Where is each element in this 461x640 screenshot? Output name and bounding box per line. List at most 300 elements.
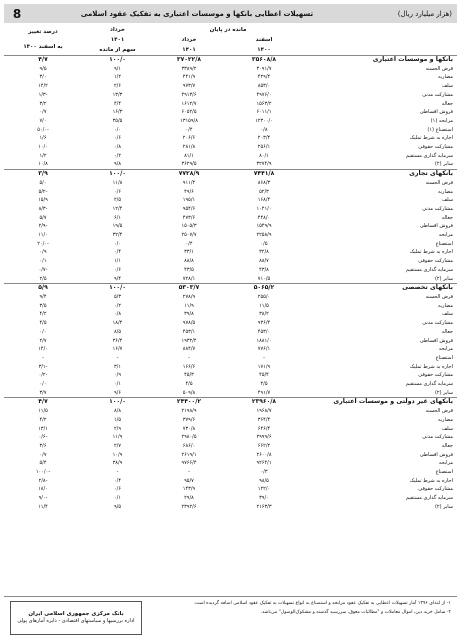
- share-cell: ۰/۰: [113, 126, 122, 133]
- row-label: قرض الحسنه: [425, 65, 454, 72]
- esfand-cell: ۸۶۸/۳: [257, 179, 271, 186]
- esfand-cell: ۱۵۴۹/۹: [256, 223, 272, 230]
- esfand-cell: ۲۶۰۰/۸: [256, 451, 272, 458]
- esfand-cell: ۶۴۶/۴: [257, 425, 271, 432]
- khordad-cell: ۵۳۰۳/۷: [178, 284, 200, 292]
- khordad-cell: ۸۸۴/۷: [182, 346, 196, 353]
- pct-change-cell: ۵/۰: [39, 179, 47, 186]
- footnotes: [151, 599, 451, 617]
- esfand-cell: ۰/۵: [260, 240, 268, 247]
- table-row: [4, 214, 457, 223]
- pct-change-cell: ۲/۵: [39, 275, 47, 282]
- esfand-cell: ۳۹/۰: [259, 495, 269, 502]
- share-cell: ۱۱/۸: [112, 179, 123, 186]
- table-row: [4, 152, 457, 161]
- share-cell: ۰/۲: [113, 152, 122, 159]
- table-row: [4, 416, 457, 425]
- share-cell: ۳۶/۴: [112, 337, 123, 344]
- share-cell: ۰/۶: [113, 266, 122, 273]
- table-row: [4, 345, 457, 354]
- table-row: [4, 468, 457, 477]
- table-row: [4, 160, 457, 169]
- pct-change-cell: ۱۱/۰: [38, 232, 48, 239]
- pct-change-cell: ۱/۲: [39, 152, 47, 159]
- row-label: سلف: [441, 311, 454, 318]
- share-cell: ۱/۱: [113, 258, 122, 265]
- share-cell: ۰/۲: [113, 302, 122, 309]
- row-label: مضاربه: [437, 416, 454, 423]
- row-label: سایر (۲): [434, 389, 454, 396]
- khordad-cell: ۸۱/۱: [184, 152, 194, 159]
- page-header: [4, 4, 457, 23]
- share-cell: ۳۵/۵: [112, 117, 123, 124]
- khordad-cell: ۲۵۰۷/۷: [181, 232, 197, 239]
- row-label: قرض الحسنه: [425, 408, 454, 415]
- table-row: [4, 65, 457, 74]
- esfand-cell: ۳۶۴/۴: [257, 416, 271, 423]
- table-row: [4, 328, 457, 337]
- row-label: مشارکت مدنی: [422, 91, 454, 98]
- share-cell: ۹/۱: [113, 65, 122, 72]
- share-cell: ۱۰۰/۰: [109, 284, 126, 292]
- row-label: استصناع: [435, 240, 454, 247]
- pct-change-cell: ۱۰/۸: [38, 161, 48, 168]
- row-label: مضاربه: [437, 188, 454, 195]
- khordad-cell: ۴۹۱۳/۶: [181, 91, 197, 98]
- table-row: [4, 240, 457, 249]
- pct-change-cell: ۴/۲: [39, 311, 47, 318]
- pct-change-cell: -۰/۶: [38, 434, 48, 441]
- page-title: تسهیلات اعطایی بانکها و موسسات اعتباری به تفکیک عقود اسلامی: [80, 9, 314, 18]
- pct-change-cell: ۴/۲: [39, 416, 47, 423]
- table-row: [4, 302, 457, 311]
- row-label: فروش اقساطی: [419, 223, 454, 230]
- khordad-share-header: خرداد: [110, 27, 125, 33]
- pct-change-cell: ۱۳/۱: [38, 425, 48, 432]
- footnote-1: ۱- از ابتدای ۱۳۹۶ آمار تسهیلات اعطایی به تفکیک عقود مرابحه و استصناع به انواع تسهیلات به تفکیک عقود اسلامی اضافه گردیده است.: [193, 601, 451, 606]
- esfand-cell: ۴۲۹/۴: [257, 74, 271, 81]
- pct-change-cell: ۵/۷: [39, 214, 47, 221]
- share-cell: ۱۰۰/۰: [109, 56, 126, 63]
- khordad-cell: ۱۶۱۲/۷: [181, 100, 197, 107]
- khordad-cell: ۲۱۹۸/۹: [181, 408, 197, 415]
- table-row: [4, 143, 457, 152]
- esfand-cell: ۱۵۶۳/۲: [256, 100, 272, 107]
- pct-change-cell: ۰/۹: [39, 249, 47, 256]
- table-row: [4, 248, 457, 257]
- row-label: جعاله: [441, 214, 454, 221]
- row-label: سلف: [441, 197, 454, 204]
- section-row: [4, 170, 457, 179]
- table-row: [4, 91, 457, 100]
- esfand-cell: ۱۲۳۰۰/۰: [255, 117, 273, 124]
- row-label: سرمایه گذاری مستقیم: [405, 266, 454, 273]
- share-cell: ۱/۵: [113, 416, 122, 423]
- share-cell: ۲/۵: [113, 197, 122, 204]
- table-row: [4, 257, 457, 266]
- share-cell: ۰/۸: [113, 311, 122, 318]
- row-label: فروش اقساطی: [419, 451, 454, 458]
- pct-change-cell: ۷/۰: [39, 117, 47, 124]
- unit-label: (هزار میلیارد ریال): [397, 9, 452, 18]
- pct-change-cell: ۰/۷: [39, 109, 47, 116]
- khordad-cell: ۱۹۵/۱: [182, 197, 196, 204]
- table-row: [4, 100, 457, 109]
- share-cell: ۸/۸: [113, 408, 122, 415]
- pct-change-cell: ۳/۹: [38, 170, 48, 178]
- share-cell: ۱۸/۴: [112, 320, 123, 327]
- khordad-cell: ۷۳۰/۸: [182, 425, 196, 432]
- pct-change-cell: ۹/۵: [39, 65, 47, 72]
- khordad-cell: ۱۹۳۲/۴: [181, 337, 197, 344]
- esfand-cell: ۴۹۱/۷: [257, 389, 271, 396]
- table-row: [4, 494, 457, 503]
- share-cell: ۰/۰: [113, 240, 122, 247]
- table-row: [4, 126, 457, 135]
- esfand-cell: ۸۰/۱: [259, 152, 269, 159]
- esfand-cell: ۹۳۶/۴: [257, 320, 271, 327]
- share-cell: -: [116, 469, 119, 476]
- row-label: مرابحه (۱): [430, 117, 454, 124]
- esfand-cell: ۴۴۸/۰: [257, 214, 271, 221]
- row-label: سلف: [441, 425, 454, 432]
- khordad-cell: ۹۵/۷: [184, 477, 194, 484]
- pct-change-cell: ۳/۷: [39, 389, 47, 396]
- khordad-cell: ۲۸۱/۸: [182, 144, 196, 151]
- loans-table: [4, 25, 457, 512]
- row-label: بانکها و موسسات اعتباری: [372, 56, 454, 63]
- share-cell: ۹/۶: [113, 389, 122, 396]
- esfand-cell: ۶۰۱۱/۱: [256, 109, 272, 116]
- pct-change-cell: ۳/۵: [39, 302, 47, 309]
- khordad-cell: ۴۹/۶: [184, 188, 194, 195]
- year-1400: ۱۴۰۰: [257, 47, 271, 53]
- share-cell: ۲/۶: [113, 83, 122, 90]
- khordad-cell: ۴۴۱/۹: [182, 74, 196, 81]
- pct-change-cell: ۱۰/۰: [38, 144, 48, 151]
- row-label: مضاربه: [437, 302, 454, 309]
- pct-change-cell: ۴/۷: [38, 398, 48, 406]
- esfand-cell: ۵۰۶۵/۲: [253, 284, 275, 292]
- row-label: اجاره به شرط تملیک: [409, 249, 454, 256]
- esfand-cell: ۸۵۳/۰: [257, 83, 271, 90]
- khordad-cell: -: [188, 354, 190, 361]
- pct-change-cell: -۵۰/۰: [37, 126, 49, 133]
- pct-change-cell: -۹/۰: [38, 495, 48, 502]
- khordad-cell: ۰/۴: [185, 126, 193, 133]
- khordad-cell: ۰/۴: [185, 240, 193, 247]
- esfand-cell: ۳۰۹۱/۷: [256, 65, 272, 72]
- share-cell: ۸/۵: [113, 328, 122, 335]
- esfand-cell: ۲۵۵/۰: [257, 293, 271, 300]
- table-row: [4, 293, 457, 302]
- khordad-cell: ۲۴۴۰۰/۲: [176, 398, 202, 406]
- year-1401-share: ۱۴۰۱: [110, 37, 125, 43]
- table-row: [4, 108, 457, 117]
- share-header: سهم از مانده: [99, 47, 136, 53]
- khordad-header: خرداد: [181, 37, 197, 43]
- share-cell: ۱۰۰/۰: [109, 170, 126, 178]
- row-label: مرابحه: [438, 460, 454, 467]
- table-row: [4, 275, 457, 284]
- share-cell: ۶/۱: [113, 214, 122, 221]
- table-row: [4, 380, 457, 389]
- row-label: سلف: [441, 83, 454, 90]
- pct-change-cell: -۵/۲: [38, 188, 48, 195]
- share-cell: ۰/۴: [113, 477, 122, 484]
- table-row: [4, 425, 457, 434]
- share-cell: ۲/۹: [113, 425, 122, 432]
- table-row: [4, 134, 457, 143]
- label-header: [303, 25, 457, 56]
- pct-change-cell: ۰/۰: [39, 328, 47, 335]
- row-label: فروش اقساطی: [419, 109, 454, 116]
- row-label: قرض الحسنه: [425, 293, 454, 300]
- row-label: سرمایه گذاری مستقیم: [405, 495, 454, 502]
- khordad-cell: ۳۷۰۲۲/۸: [176, 56, 202, 63]
- table-row: [4, 188, 457, 197]
- table-row: [4, 477, 457, 486]
- row-label: سایر (۲): [434, 503, 454, 510]
- esfand-cell: ۴/۵: [260, 381, 268, 388]
- share-cell: ۱۶/۳: [112, 109, 123, 116]
- pct-change-cell: -۲/۹: [38, 223, 48, 230]
- share-cell: ۹/۴: [113, 275, 122, 282]
- share-cell: ۱۹/۵: [112, 223, 123, 230]
- share-cell: ۰/۸: [113, 144, 122, 151]
- pct-change-header: درصد تغییر به اسفند ۱۴۰۰: [23, 29, 63, 50]
- pct-change-cell: ۱۱/۴: [38, 503, 48, 510]
- esfand-cell: ۱۷۱/۹: [257, 363, 271, 370]
- esfand-cell: -: [263, 354, 265, 361]
- pct-change-cell: ۰/۱: [39, 258, 47, 265]
- cbi-logo-box: [10, 601, 142, 635]
- share-cell: ۹/۵: [113, 503, 122, 510]
- share-cell: ۰/۶: [113, 188, 122, 195]
- khordad-cell: ۲۳۹۲/۶: [181, 503, 197, 510]
- share-cell: ۳۸/۹: [112, 460, 123, 467]
- table-row: [4, 310, 457, 319]
- esfand-cell: ۷۱۰/۵: [257, 275, 271, 282]
- pct-change-cell: ۹/۴: [39, 293, 47, 300]
- pct-change-cell: ۱/۶: [39, 135, 47, 142]
- share-cell: ۱۲/۴: [112, 205, 123, 212]
- share-cell: ۰/۱: [113, 381, 122, 388]
- table-row: [4, 196, 457, 205]
- row-label: مشارکت حقوقی: [418, 486, 454, 493]
- row-label: مرابحه: [438, 346, 454, 353]
- year-1401: ۱۴۰۱: [182, 47, 196, 53]
- esfand-cell: ۱۶۸/۴: [257, 197, 271, 204]
- table-row: [4, 442, 457, 451]
- pct-change-cell: -۲/۸: [38, 477, 48, 484]
- row-label: اجاره به شرط تملیک: [409, 477, 454, 484]
- share-cell: ۳/۱: [113, 363, 122, 370]
- logo-line1: بانک مرکزی جمهوری اسلامی ایران: [28, 611, 124, 617]
- share-cell: ۰/۹: [113, 372, 122, 379]
- esfand-cell: ۹۸/۵: [259, 477, 269, 484]
- pct-change-cell: ۱۵/۹: [38, 197, 48, 204]
- khordad-cell: ۳۶۲۹/۵: [181, 161, 197, 168]
- esfand-cell: ۴۳/۸: [259, 266, 269, 273]
- khordad-cell: ۴۳/۵: [184, 266, 194, 273]
- khordad-cell: ۱۵۰۵/۳: [181, 223, 197, 230]
- table-row: [4, 433, 457, 442]
- pct-change-cell: -۸/۳: [38, 205, 48, 212]
- row-label: مشارکت مدنی: [422, 434, 454, 441]
- esfand-cell: ۵۲/۳: [259, 188, 269, 195]
- pct-change-cell: -: [42, 354, 44, 361]
- row-label: مشارکت حقوقی: [418, 258, 454, 265]
- row-label: مضاربه: [437, 74, 454, 81]
- khordad-cell: ۲۶۱۹/۱: [181, 451, 197, 458]
- row-label: جعاله: [441, 100, 454, 107]
- khordad-cell: ۳۳۸۹/۲: [181, 65, 197, 72]
- table-row: [4, 363, 457, 372]
- pct-change-cell: ۳/۰: [39, 74, 47, 81]
- esfand-cell: ۱۱/۵: [259, 302, 269, 309]
- row-label: جعاله: [441, 328, 454, 335]
- esfand-cell: ۳۲۷۴/۹: [256, 161, 272, 168]
- pct-change-cell: -۲۰/۰: [37, 240, 49, 247]
- khordad-cell: ۱۳۱۵۹/۸: [180, 117, 198, 124]
- khordad-cell: ۱۴۳/۹: [182, 486, 196, 493]
- table-row: [4, 231, 457, 240]
- esfand-cell: ۰/۸: [260, 126, 268, 133]
- table-row: [4, 337, 457, 346]
- khordad-cell: ۷۷۲۸/۹: [178, 170, 200, 178]
- esfand-cell: ۳۵۶۰۸/۸: [251, 56, 277, 63]
- row-label: بانکهای تخصصی: [402, 284, 454, 292]
- row-label: سرمایه گذاری مستقیم: [405, 381, 454, 388]
- esfand-header: اسفند: [255, 37, 273, 43]
- table-row: [4, 117, 457, 126]
- pct-change-cell: ۱۱/۵: [38, 408, 48, 415]
- pct-change-cell: ۱۸/۰: [38, 486, 48, 493]
- esfand-cell: ۱۹۶۸/۷: [256, 408, 272, 415]
- footnote-2: ۲- شامل خرید دین، اموال معاملات و "مطالبات معوق، سررسید گذشته و مشکوک‌الوصول" می‌باشد.: [260, 610, 451, 615]
- share-cell: ۱۰/۹: [112, 451, 123, 458]
- esfand-cell: ۲۹۹۹/۶: [256, 434, 272, 441]
- share-cell: ۴/۴: [113, 100, 122, 107]
- row-label: بانکهای غیر دولتی و موسسات اعتباری: [333, 398, 454, 406]
- esfand-cell: ۰/۳: [260, 469, 268, 476]
- section-row: [4, 398, 457, 407]
- table-row: [4, 407, 457, 416]
- esfand-cell: ۲۱۶۳/۳: [256, 503, 272, 510]
- row-label: اجاره به شرط تملیک: [409, 135, 454, 142]
- khordad-cell: ۲۷۸/۹: [182, 293, 196, 300]
- khordad-cell: ۴۵۳/۱: [182, 328, 196, 335]
- row-label: بانکهای تجاری: [409, 170, 454, 178]
- row-label: سایر (۲): [434, 275, 454, 282]
- khordad-cell: ۳۷۹/۶: [182, 416, 196, 423]
- share-cell: ۱۶/۷: [112, 346, 123, 353]
- table-row: [4, 266, 457, 275]
- share-cell: ۱۳/۳: [112, 91, 123, 98]
- esfand-cell: ۷۴۴۱/۸: [253, 170, 275, 178]
- khordad-cell: ۸۸/۸: [184, 258, 194, 265]
- balance-header: مانده در پایان: [209, 27, 247, 33]
- pct-change-cell: -۰/۲: [38, 372, 48, 379]
- share-cell: ۱۱/۹: [112, 434, 123, 441]
- khordad-cell: ۶۸۶/۰: [182, 442, 196, 449]
- section-row: [4, 56, 457, 65]
- esfand-cell: ۲۰۳/۴: [257, 135, 271, 142]
- table-row: [4, 451, 457, 460]
- pct-change-cell: -۰/۷: [38, 266, 48, 273]
- share-cell: ۹/۸: [113, 161, 122, 168]
- share-cell: ۲/۷: [113, 442, 122, 449]
- row-label: جعاله: [441, 442, 454, 449]
- table-row: [4, 459, 457, 468]
- khordad-cell: ۹۵۴/۶: [182, 205, 196, 212]
- table-row: [4, 503, 457, 512]
- khordad-cell: ۱۶۶/۶: [182, 363, 196, 370]
- row-label: مشارکت حقوقی: [418, 372, 454, 379]
- table-row: [4, 389, 457, 398]
- esfand-cell: ۱۲۲/۰: [257, 486, 271, 493]
- esfand-cell: ۶۶۲/۲: [257, 442, 271, 449]
- row-label: استصناع: [435, 354, 454, 361]
- table-row: [4, 73, 457, 82]
- esfand-cell: ۸۸/۷: [259, 258, 269, 265]
- esfand-cell: ۴۹۷۶/۰: [256, 91, 272, 98]
- row-label: مشارکت مدنی: [422, 320, 454, 327]
- khordad-cell: ۲۹/۸: [184, 495, 194, 502]
- share-cell: ۱/۲: [113, 74, 122, 81]
- table-row: [4, 319, 457, 328]
- table-header: [4, 25, 457, 56]
- pct-change-cell: ۵/۴: [39, 460, 47, 467]
- table-row: [4, 222, 457, 231]
- khordad-cell: ۹۱۱/۴: [182, 179, 196, 186]
- row-label: اجاره به شرط تملیک: [409, 363, 454, 370]
- esfand-cell: ۹۲۶۴/۱: [256, 460, 272, 467]
- table-row: [4, 485, 457, 494]
- pct-change-cell: ۳/۲: [39, 100, 47, 107]
- pct-change-cell: ۱۴/۰: [38, 346, 48, 353]
- table-row: [4, 371, 457, 380]
- page-footer: [4, 596, 457, 637]
- pct-change-cell: ۲/۷: [39, 337, 47, 344]
- pct-change-cell: ۰/۰: [39, 381, 47, 388]
- table-row: [4, 205, 457, 214]
- esfand-cell: ۱۸۸۱/۰: [256, 337, 272, 344]
- esfand-cell: ۳۸/۲: [259, 311, 269, 318]
- table-row: [4, 354, 457, 363]
- share-cell: ۳۲/۴: [112, 232, 123, 239]
- row-label: استصناع (۱): [427, 126, 454, 133]
- share-cell: ۱۰۰/۰: [109, 398, 126, 406]
- khordad-cell: ۱۱/۹: [184, 302, 194, 309]
- khordad-cell: ۲۹۸۰/۵: [181, 434, 197, 441]
- row-label: مشارکت مدنی: [422, 205, 454, 212]
- row-label: سایر (۲): [434, 161, 454, 168]
- khordad-cell: -: [188, 469, 190, 476]
- khordad-cell: ۴/۵: [185, 381, 193, 388]
- khordad-cell: ۶۰۵۲/۵: [181, 109, 197, 116]
- esfand-cell: ۱۰۴۱/۰: [256, 205, 272, 212]
- row-label: فروش اقساطی: [419, 337, 454, 344]
- pct-change-cell: -۳/۱: [38, 363, 48, 370]
- khordad-cell: ۳۳/۱: [184, 249, 194, 256]
- pct-change-cell: ۵/۹: [38, 284, 48, 292]
- pct-change-cell: ۴/۷: [38, 56, 48, 63]
- khordad-cell: ۹۷۳/۷: [182, 83, 196, 90]
- khordad-cell: ۴۷۳/۶: [182, 214, 196, 221]
- share-cell: -: [116, 354, 119, 361]
